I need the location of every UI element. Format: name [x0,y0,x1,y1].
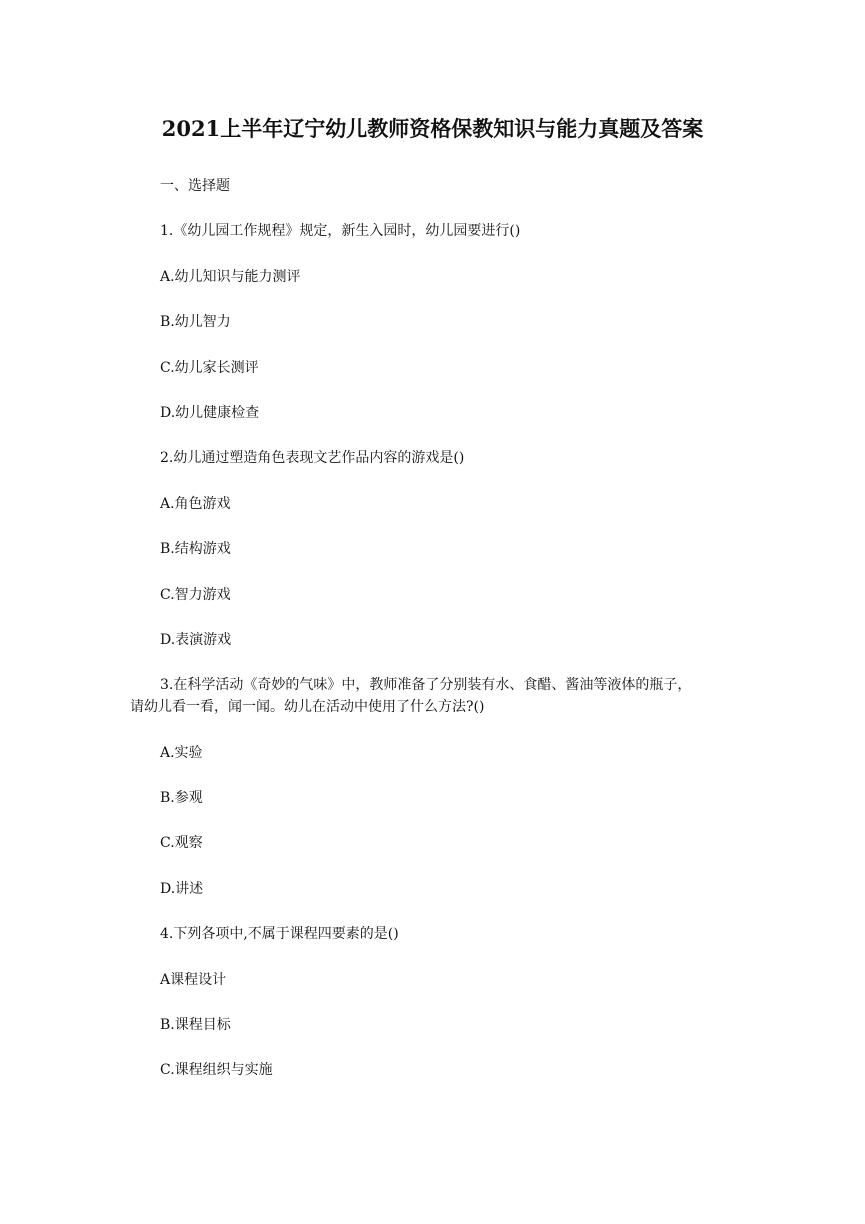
question-2-stem: 2.幼儿通过塑造角色表现文艺作品内容的游戏是() [160,450,465,467]
question-2-option-a: A.角色游戏 [160,495,231,512]
question-1-option-c: C.幼儿家长测评 [160,359,259,376]
document-title: 2021上半年辽宁幼儿教师资格保教知识与能力真题及答案 [161,116,704,141]
question-2-option-c: C.智力游戏 [160,586,231,603]
section-heading: 一、选择题 [160,178,230,194]
question-2-option-b: B.结构游戏 [160,541,231,558]
question-3-option-c: C.观察 [160,835,203,852]
question-1-stem: 1.《幼儿园工作规程》规定，新生入园时，幼儿园要进行() [160,223,521,240]
question-3-option-a: A.实验 [160,744,203,761]
question-1-option-a: A.幼儿知识与能力测评 [160,268,301,285]
document-body [130,175,725,1105]
question-3-stem-line-2: 请幼儿看一看，闻一闻。幼儿在活动中使用了什么方法?() [130,699,485,716]
question-4-option-a: A课程设计 [160,971,227,988]
question-1-option-b: B.幼儿智力 [160,314,231,331]
question-4-option-b: B.课程目标 [160,1017,231,1034]
question-3-option-b: B.参观 [160,790,203,807]
question-3-stem [130,674,725,718]
question-3-option-d: D.讲述 [160,880,204,897]
question-2-option-d: D.表演游戏 [160,631,232,648]
question-3-stem-line-1: 3.在科学活动《奇妙的气味》中，教师准备了分别装有水、食醋、酱油等液体的瓶子， [160,677,692,694]
question-4-stem: 4.下列各项中,不属于课程四要素的是() [160,926,399,943]
question-1-option-d: D.幼儿健康检查 [160,404,260,421]
question-4-option-c: C.课程组织与实施 [160,1062,273,1079]
